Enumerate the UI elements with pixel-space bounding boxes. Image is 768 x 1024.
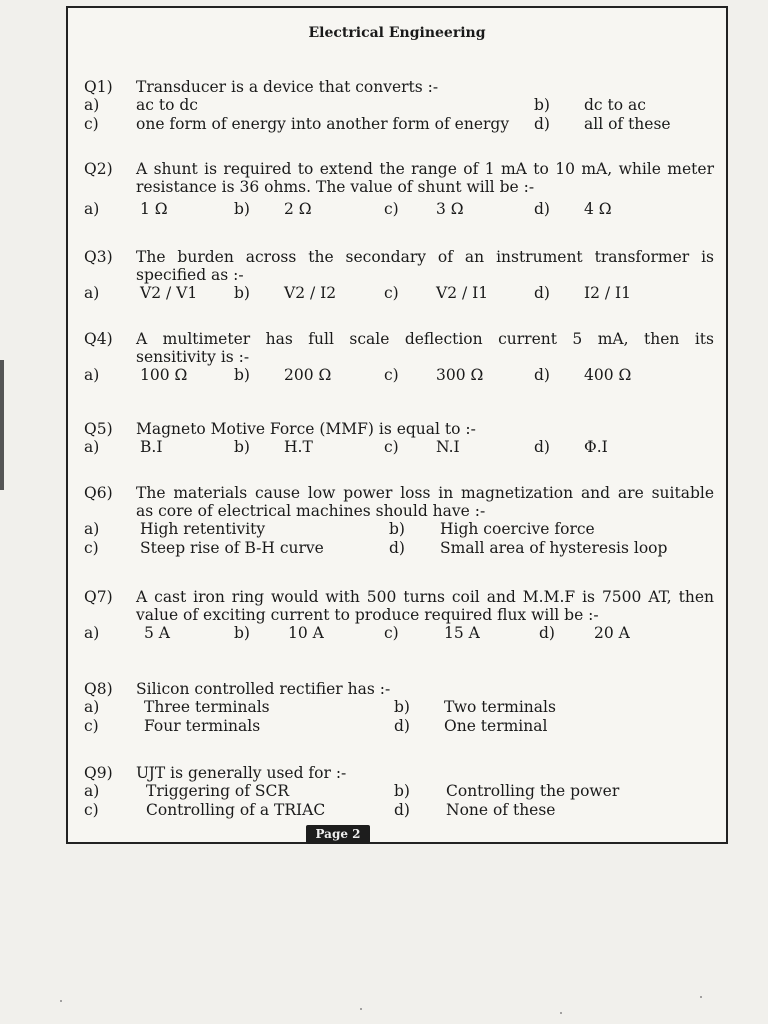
option-label: c) xyxy=(384,284,399,302)
option-label: a) xyxy=(84,284,100,302)
question-1 xyxy=(84,78,714,134)
question-number: Q8) xyxy=(84,680,113,698)
option-d: all of these xyxy=(584,115,671,133)
option-label: c) xyxy=(84,717,99,735)
scan-speck xyxy=(360,1008,362,1010)
option-a: Three terminals xyxy=(144,698,270,716)
option-label: c) xyxy=(384,438,399,456)
option-c: N.I xyxy=(436,438,460,456)
question-number: Q4) xyxy=(84,330,113,348)
option-c: Steep rise of B-H curve xyxy=(140,539,324,557)
option-label: d) xyxy=(534,115,550,133)
page-number-badge: Page 2 xyxy=(306,825,370,844)
option-d: 20 A xyxy=(594,624,630,642)
question-number: Q6) xyxy=(84,484,113,502)
question-text: UJT is generally used for :- xyxy=(136,764,347,782)
option-label: b) xyxy=(234,200,250,218)
option-d: 400 Ω xyxy=(584,366,632,384)
option-label: d) xyxy=(534,366,550,384)
option-d: Φ.I xyxy=(584,438,608,456)
scan-speck xyxy=(60,1000,62,1002)
question-number: Q7) xyxy=(84,588,113,606)
option-b: High coercive force xyxy=(440,520,595,538)
option-a: 100 Ω xyxy=(140,366,188,384)
question-9 xyxy=(84,764,714,820)
question-number: Q2) xyxy=(84,160,113,178)
option-b: Two terminals xyxy=(444,698,556,716)
question-number: Q9) xyxy=(84,764,113,782)
option-c: 300 Ω xyxy=(436,366,484,384)
option-label: b) xyxy=(234,284,250,302)
option-label: b) xyxy=(534,96,550,114)
question-6 xyxy=(84,484,714,558)
question-text-line2: sensitivity is :- xyxy=(136,348,250,366)
question-7 xyxy=(84,588,714,643)
option-d: 4 Ω xyxy=(584,200,612,218)
option-b: Controlling the power xyxy=(446,782,620,800)
option-label: c) xyxy=(384,366,399,384)
option-c: 3 Ω xyxy=(436,200,464,218)
option-label: b) xyxy=(234,624,250,642)
option-b: 2 Ω xyxy=(284,200,312,218)
question-text: Silicon controlled rectifier has :- xyxy=(136,680,391,698)
option-label: c) xyxy=(84,115,99,133)
option-b: H.T xyxy=(284,438,313,456)
question-8 xyxy=(84,680,714,736)
option-a: 5 A xyxy=(144,624,170,642)
question-3 xyxy=(84,248,714,303)
question-text-line1: The burden across the secondary of an instrument transformer is xyxy=(136,248,714,266)
option-label: a) xyxy=(84,96,100,114)
option-label: d) xyxy=(389,539,405,557)
option-b: 10 A xyxy=(288,624,324,642)
option-c: one form of energy into another form of energy xyxy=(136,115,510,133)
question-text: Transducer is a device that converts :- xyxy=(136,78,439,96)
option-label: d) xyxy=(534,438,550,456)
option-label: b) xyxy=(389,520,405,538)
option-label: d) xyxy=(534,284,550,302)
page-title: Electrical Engineering xyxy=(308,25,486,41)
option-a: ac to dc xyxy=(136,96,198,114)
option-c: 15 A xyxy=(444,624,480,642)
question-number: Q5) xyxy=(84,420,113,438)
option-c: V2 / I1 xyxy=(436,284,489,302)
option-label: c) xyxy=(384,200,399,218)
question-number: Q3) xyxy=(84,248,113,266)
option-a: B.I xyxy=(140,438,163,456)
option-label: b) xyxy=(394,698,410,716)
option-a: High retentivity xyxy=(140,520,266,538)
binding-edge-mark xyxy=(0,360,4,490)
option-label: b) xyxy=(234,366,250,384)
scan-speck xyxy=(560,1012,562,1014)
option-b: dc to ac xyxy=(584,96,646,114)
question-number: Q1) xyxy=(84,78,113,96)
question-4 xyxy=(84,330,714,385)
option-label: a) xyxy=(84,366,100,384)
option-d: I2 / I1 xyxy=(584,284,632,302)
option-label: d) xyxy=(534,200,550,218)
option-label: c) xyxy=(84,801,99,819)
option-d: Small area of hysteresis loop xyxy=(440,539,668,557)
option-label: d) xyxy=(539,624,555,642)
option-c: Controlling of a TRIAC xyxy=(146,801,326,819)
option-label: d) xyxy=(394,717,410,735)
option-label: b) xyxy=(394,782,410,800)
option-label: d) xyxy=(394,801,410,819)
option-d: None of these xyxy=(446,801,556,819)
question-text-line2: value of exciting current to produce required flux will be :- xyxy=(136,606,599,624)
option-label: a) xyxy=(84,438,100,456)
option-d: One terminal xyxy=(444,717,548,735)
option-label: a) xyxy=(84,520,100,538)
option-label: a) xyxy=(84,200,100,218)
option-a: 1 Ω xyxy=(140,200,168,218)
option-label: a) xyxy=(84,698,100,716)
option-label: c) xyxy=(384,624,399,642)
question-2 xyxy=(84,160,714,219)
option-b: V2 / I2 xyxy=(284,284,337,302)
option-c: Four terminals xyxy=(144,717,261,735)
question-text-line2: resistance is 36 ohms. The value of shunt will be :- xyxy=(136,178,535,196)
option-label: a) xyxy=(84,782,100,800)
question-text-line2: as core of electrical machines should have :- xyxy=(136,502,486,520)
option-label: c) xyxy=(84,539,99,557)
question-text: Magneto Motive Force (MMF) is equal to :- xyxy=(136,420,476,438)
question-text-line1: A cast iron ring would with 500 turns coil and M.M.F is 7500 AT, then xyxy=(136,588,714,606)
option-label: b) xyxy=(234,438,250,456)
option-a: V2 / V1 xyxy=(140,284,198,302)
question-text-line1: A multimeter has full scale deflection current 5 mA, then its xyxy=(136,330,714,348)
scan-speck xyxy=(700,996,702,998)
option-b: 200 Ω xyxy=(284,366,332,384)
option-label: a) xyxy=(84,624,100,642)
question-text-line1: A shunt is required to extend the range of 1 mA to 10 mA, while meter xyxy=(136,160,714,178)
exam-page xyxy=(66,6,728,844)
question-text-line1: The materials cause low power loss in magnetization and are suitable xyxy=(136,484,714,502)
option-a: Triggering of SCR xyxy=(146,782,290,800)
question-text-line2: specified as :- xyxy=(136,266,244,284)
question-5 xyxy=(84,420,714,457)
